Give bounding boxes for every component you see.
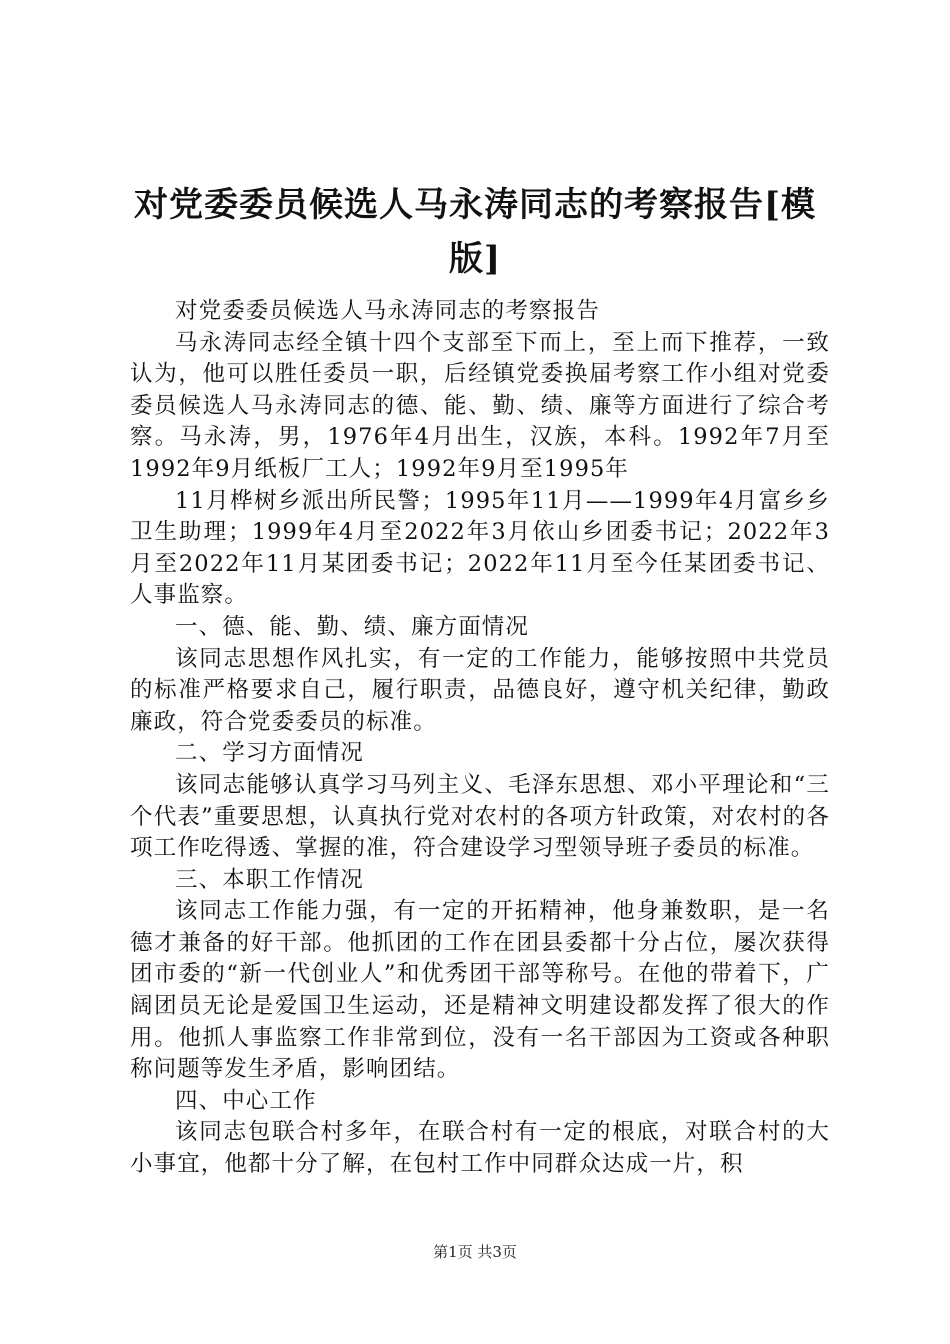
- section-heading-1: 一、德、能、勤、绩、廉方面情况: [175, 613, 530, 640]
- section-heading-2: 二、学习方面情况: [175, 740, 364, 767]
- paragraph-subtitle: 对党委委员候选人马永涛同志的考察报告: [175, 298, 600, 324]
- paragraph-intro: 马永涛同志经全镇十四个支部至下而上，至上而下推荐，一致认为，他可以胜任委员一职，后经镇党委换届考察工作小组对党委委员候选人马永涛同志的德、能、勤、绩、廉等方面进行了综合考察。马永涛，男，1976年4月出生，汉族，本科。1992年7月至1992年9月纸板厂工人；1992年9月至1995年: [130, 329, 830, 482]
- document-title: 对党委委员候选人马永涛同志的考察报告[模版]: [133, 185, 817, 279]
- paragraph-section-2: 该同志能够认真学习马列主义、毛泽东思想、邓小平理论和“三个代表”重要思想，认真执行党对农村的各项方针政策，对农村的各项工作吃得透、掌握的准，符合建设学习型领导班子委员的标准。: [130, 771, 830, 862]
- paragraph-section-4: 该同志包联合村多年，在联合村有一定的根底，对联合村的大小事宜，他都十分了解，在包村工作中同群众达成一片，积: [130, 1119, 830, 1178]
- page-footer: 第1页 共3页: [433, 1243, 517, 1261]
- paragraph-resume: 11月桦树乡派出所民警；1995年11月——1999年4月富乡乡卫生助理；1999年4月至2022年3月依山乡团委书记；2022年3月至2022年11月某团委书记；2022年11月至今任某团委书记、人事监察。: [130, 487, 830, 609]
- document-body: [130, 296, 830, 1181]
- section-heading-4: 四、中心工作: [175, 1087, 317, 1114]
- section-heading-3: 三、本职工作情况: [175, 866, 364, 893]
- paragraph-section-1: 该同志思想作风扎实，有一定的工作能力，能够按照中共党员的标准严格要求自己，履行职责，品德良好，遵守机关纪律，勤政廉政，符合党委委员的标准。: [130, 645, 830, 735]
- paragraph-section-3: 该同志工作能力强，有一定的开拓精神，他身兼数职，是一名德才兼备的好干部。他抓团的工作在团县委都十分占位，屡次获得团市委的“新一代创业人”和优秀团干部等称号。在他的带着下，广阔团员无论是爱国卫生运动，还是精神文明建设都发挥了很大的作用。他抓人事监察工作非常到位，没有一名干部因为工资或各种职称问题等发生矛盾，影响团结。: [130, 898, 830, 1083]
